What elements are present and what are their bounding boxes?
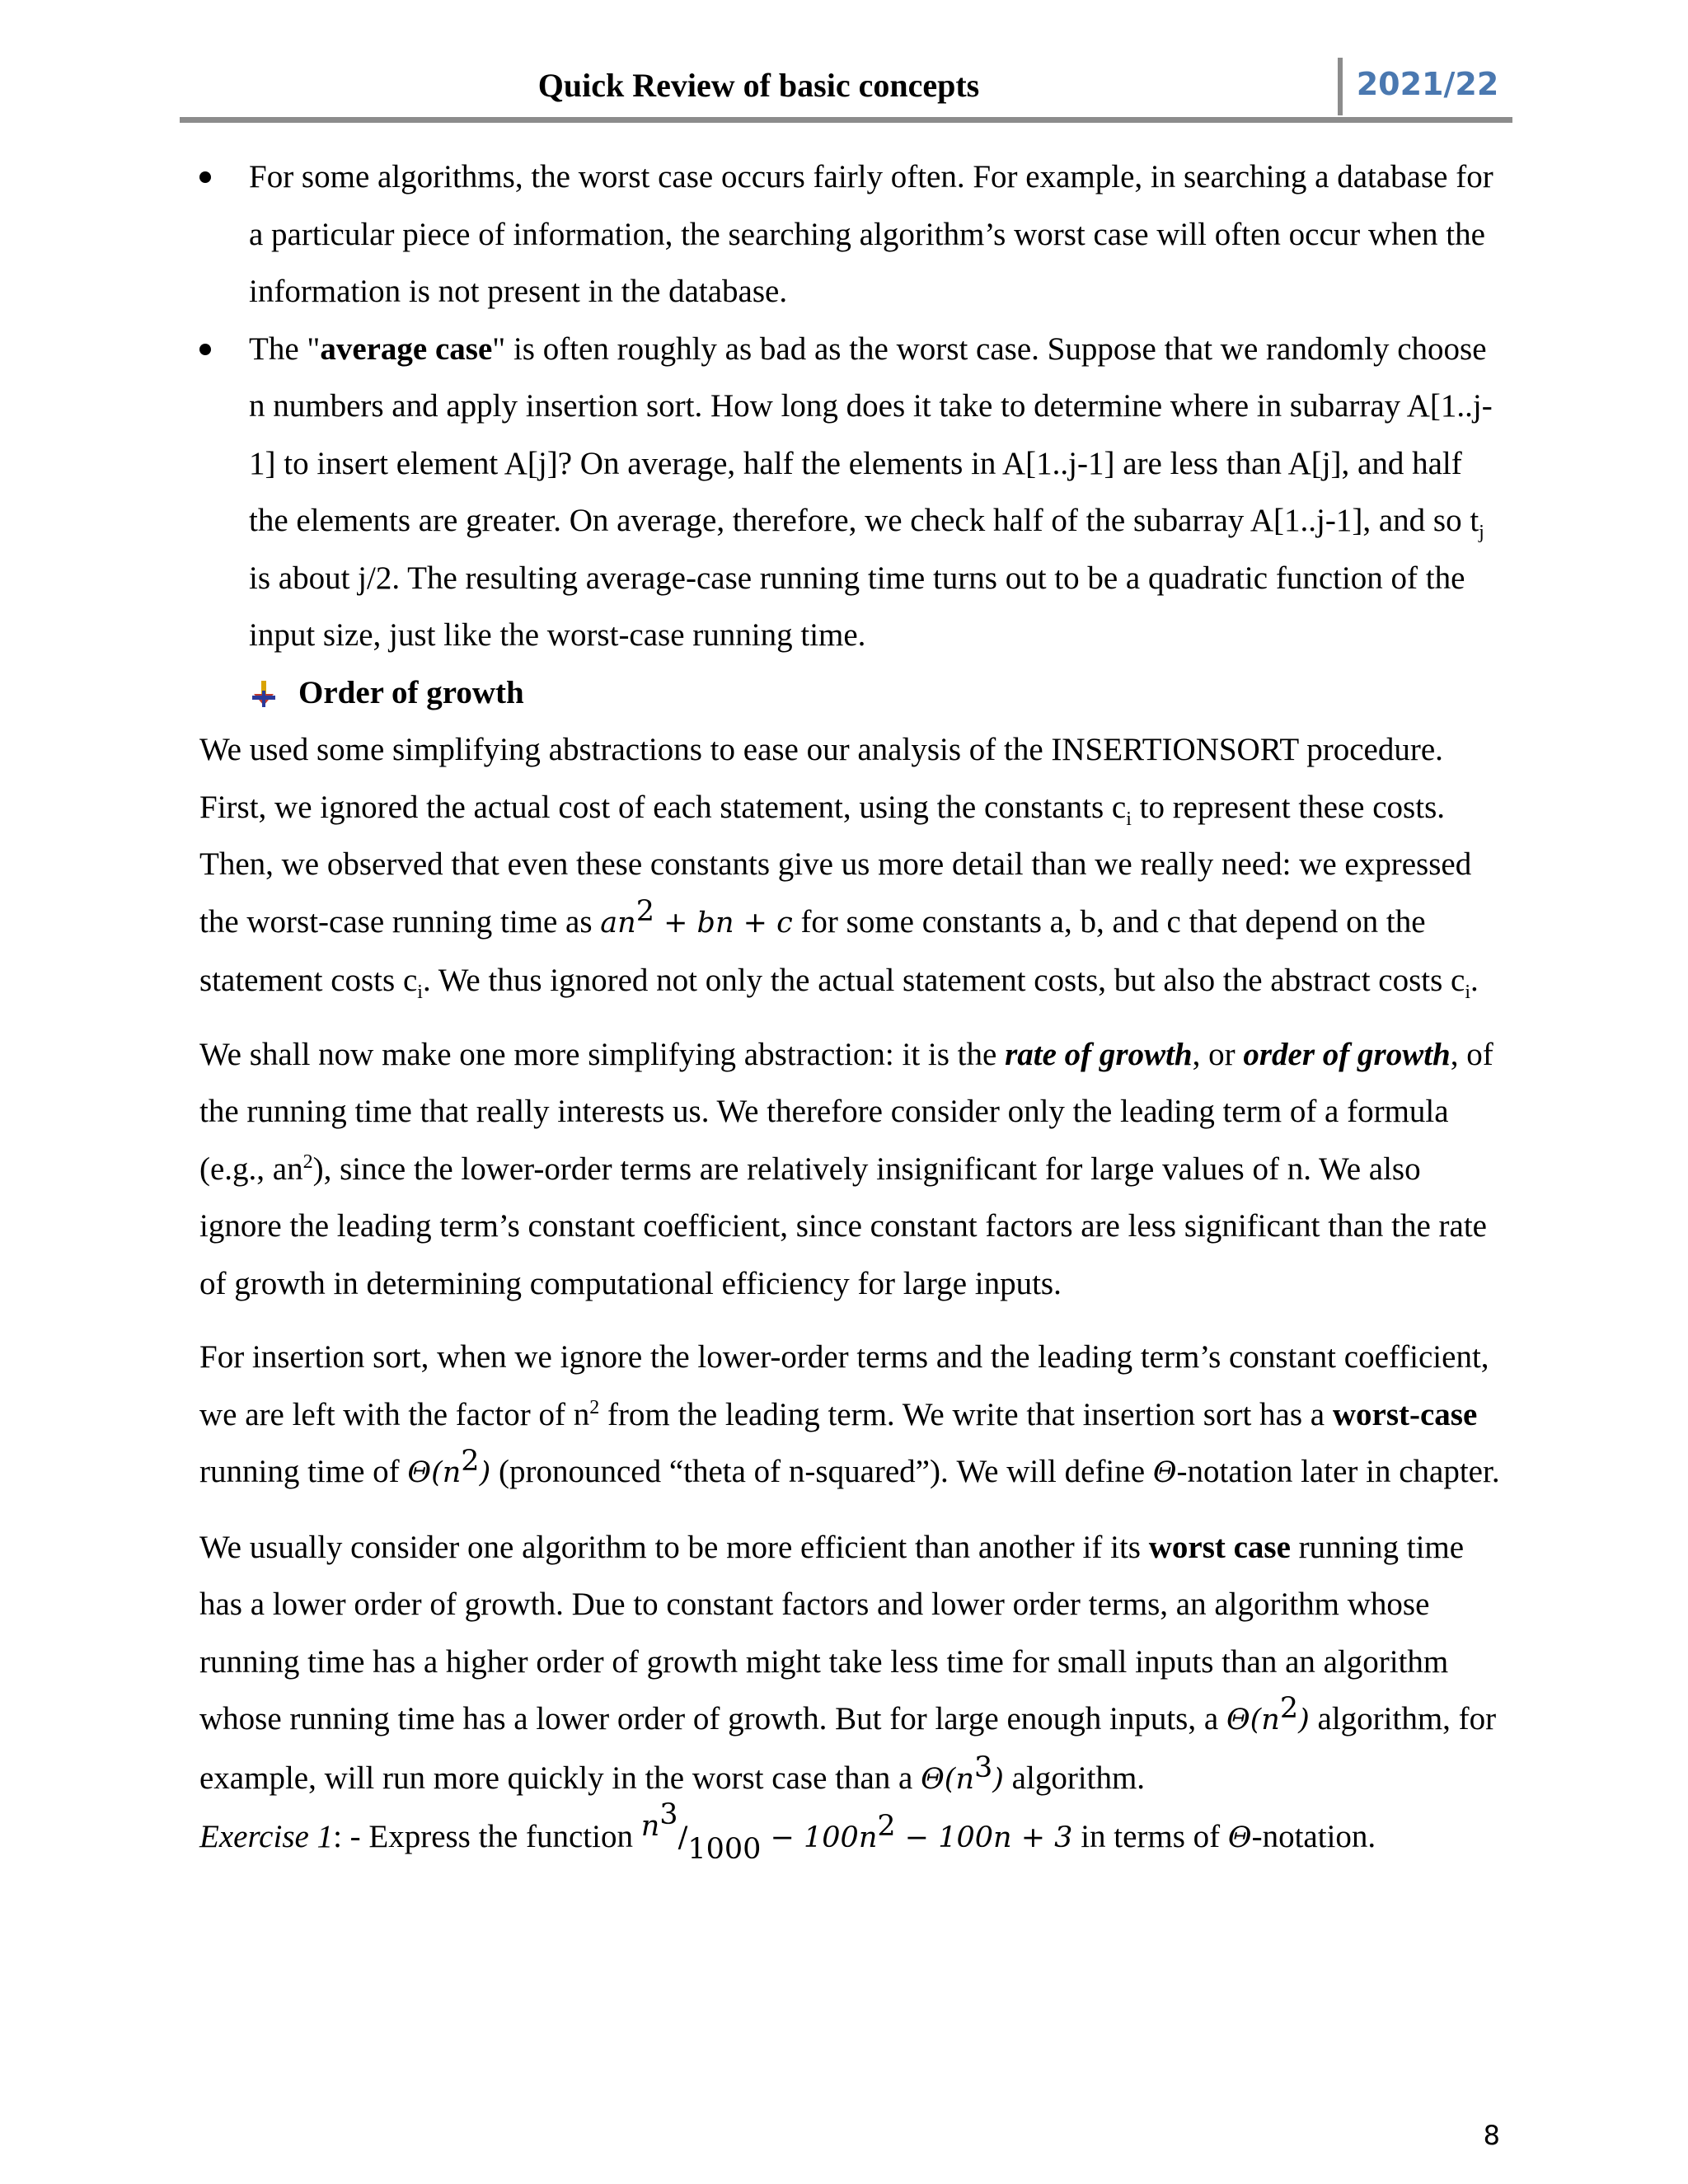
- bold-italic-term: order of growth: [1243, 1036, 1451, 1072]
- header-year: 2021/22: [1356, 66, 1499, 102]
- text-run: The ": [249, 330, 321, 367]
- paragraph-3: [199, 1329, 1502, 1502]
- bold-italic-term: rate of growth: [1005, 1036, 1193, 1072]
- bold-term: average case: [320, 330, 493, 367]
- bullet-icon: [199, 344, 211, 355]
- superscript: 2: [302, 1151, 313, 1173]
- text-run: . We thus ignored not only the actual statement costs, but also the abstract costs c: [422, 963, 1465, 998]
- fraction-denominator: 1000: [687, 1833, 762, 1866]
- header-rule: [180, 117, 1512, 123]
- text-run: from the leading term. We write that insertion sort has a: [599, 1396, 1333, 1432]
- subscript: i: [417, 981, 423, 1003]
- text-run: , of the running time that really interests us. We therefore consider only the leading term of a formula (e.g., an: [199, 1036, 1493, 1187]
- fraction-numerator: n: [640, 1810, 660, 1843]
- text-run: in terms of: [1072, 1819, 1228, 1854]
- superscript: 2: [1279, 1692, 1299, 1725]
- exercise-label: Exercise 1: [199, 1819, 334, 1854]
- math-term: Θ: [1152, 1456, 1177, 1489]
- math-term: ): [479, 1456, 491, 1489]
- bullet-icon: [199, 171, 211, 183]
- text-run: We used some simplifying abstractions to ease our analysis of the INSERTIONSORT procedure. First, we ignored the actual cost of each statement, using the constants c: [199, 732, 1443, 825]
- bold-term: worst case: [1148, 1529, 1291, 1565]
- math-term: ): [1298, 1704, 1310, 1736]
- text-run: -notation.: [1251, 1819, 1376, 1854]
- paragraph-1: [199, 721, 1502, 1010]
- superscript: 2: [461, 1445, 480, 1478]
- bullet-text-1: For some algorithms, the worst case occurs fairly often. For example, in searching a database for a particular piece of information, the searching algorithm’s worst case will often occur when the information is not present in the database.: [249, 159, 1493, 309]
- superscript: 2: [877, 1810, 896, 1843]
- text-run: .: [1470, 963, 1479, 998]
- section-title: Order of growth: [298, 674, 524, 710]
- text-run: algorithm, for example, will run more quickly in the worst case than a: [199, 1701, 1497, 1796]
- text-run: is about j/2. The resulting average-case running time turns out to be a quadratic function of the input size, just like the worst-case running time.: [249, 560, 1465, 653]
- bullet-list: [199, 148, 1502, 664]
- math-term: + bn + c: [654, 906, 793, 940]
- page-content: [199, 148, 1502, 1868]
- paragraph-2: [199, 1026, 1502, 1313]
- page-header: [180, 51, 1512, 124]
- paragraph-4: [199, 1519, 1502, 1809]
- text-run: We shall now make one more simplifying abstraction: it is the: [199, 1036, 1006, 1072]
- header-title: Quick Review of basic concepts: [537, 67, 980, 104]
- fraction-slash: /: [678, 1821, 688, 1854]
- down-arrow-bullet-icon: [249, 679, 279, 709]
- page-number: 8: [1483, 2120, 1500, 2151]
- bold-term: worst-case: [1332, 1396, 1478, 1432]
- superscript: 2: [635, 894, 654, 928]
- text-run: running time of: [199, 1454, 408, 1489]
- superscript: 2: [589, 1396, 600, 1418]
- math-term: Θ(n: [407, 1456, 462, 1489]
- math-term: − 100n + 3: [895, 1821, 1073, 1854]
- text-run: : - Express the function: [333, 1819, 641, 1854]
- text-run: , or: [1192, 1036, 1244, 1072]
- text-run: We usually consider one algorithm to be more efficient than another if its: [199, 1529, 1149, 1565]
- subscript: i: [1465, 981, 1471, 1003]
- math-term: Θ(n: [1226, 1704, 1280, 1736]
- math-term: Θ: [1227, 1821, 1252, 1854]
- math-term: − 100n: [761, 1821, 878, 1854]
- list-item: [199, 148, 1502, 321]
- text-run: for some constants a, b, and c that depend on the statement costs c: [199, 903, 1426, 998]
- subscript: i: [1126, 808, 1132, 830]
- list-item: [199, 321, 1502, 664]
- section-heading: [199, 664, 1502, 722]
- text-run: algorithm.: [1003, 1760, 1146, 1796]
- text-run: running time has a lower order of growth. Due to constant factors and lower order terms, an algorithm whose running time has a higher order of growth might take less time for small inputs than an algorithm whose running time has a lower order of growth. But for large enough inputs, a: [199, 1529, 1465, 1736]
- text-run: " is often roughly as bad as the worst case. Suppose that we randomly choose n numbers and apply insertion sort. How long does it take to determine where in subarray A[1..j-1] to insert element A[j]? On average, half the elements in A[1..j-1] are less than A[j], and half the elements are greater. On average, therefore, we check half of the subarray A[1..j-1], and so t: [249, 330, 1493, 538]
- subscript: j: [1479, 521, 1484, 543]
- math-term: Θ(n: [921, 1762, 974, 1796]
- text-run: ), since the lower-order terms are relatively insignificant for large values of n. We also ignore the leading term’s constant coefficient, since constant factors are less significant than the rate of growth in determining computational efficiency for large inputs.: [199, 1151, 1487, 1301]
- superscript: 3: [973, 1750, 993, 1784]
- text-run: -notation later in chapter.: [1176, 1454, 1500, 1489]
- superscript: 3: [659, 1798, 678, 1831]
- text-run: to represent these costs. Then, we observed that even these constants give us more detail than we really need: we expressed the worst-case running time as: [199, 789, 1472, 940]
- text-run: (pronounced “theta of n-squared”). We will define: [490, 1454, 1153, 1489]
- exercise-line: [199, 1798, 1502, 1868]
- math-term: an: [600, 906, 636, 940]
- math-term: ): [992, 1762, 1004, 1796]
- text-run: For insertion sort, when we ignore the lower-order terms and the leading term’s constant coefficient, we are left with the factor of n: [199, 1339, 1489, 1432]
